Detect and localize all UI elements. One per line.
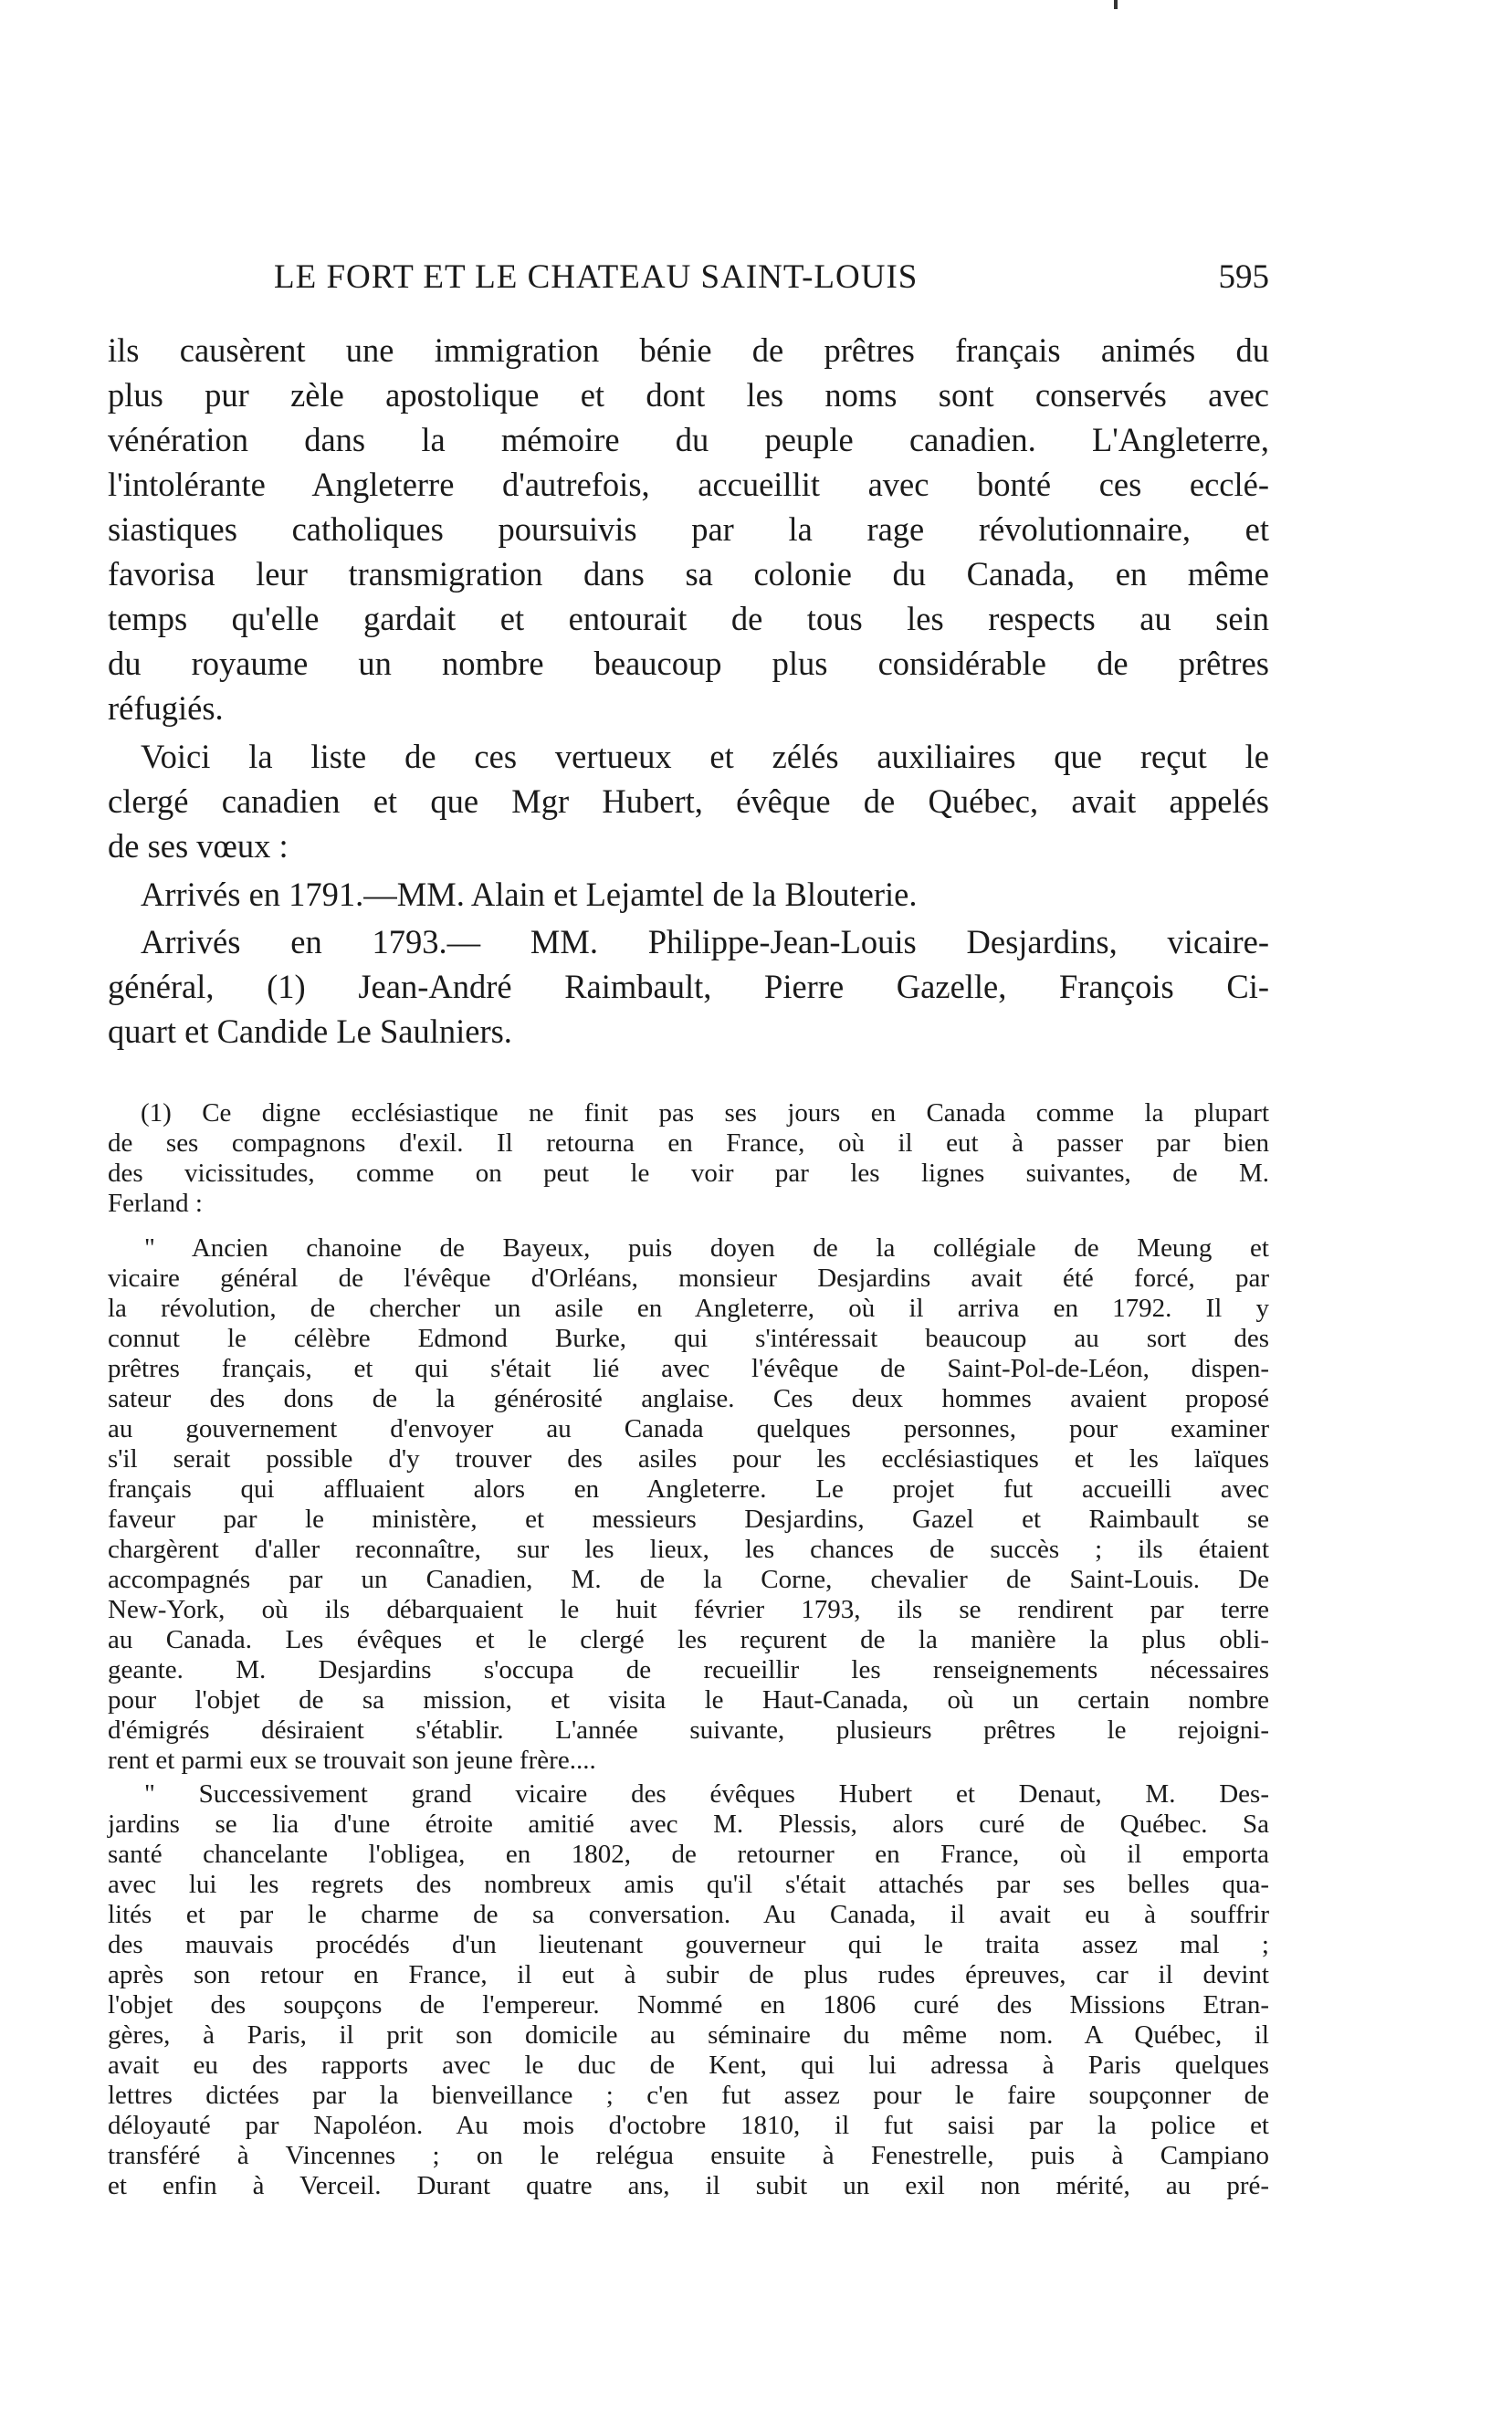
footnote-line: New-York, où ils débarquaient le huit février 1793, ils se rendirent par terre: [108, 1595, 1269, 1624]
footnote-line: et enfin à Verceil. Durant quatre ans, il subit un exil non mérité, au pré-: [108, 2171, 1269, 2200]
footnote-line: (1) Ce digne ecclésiastique ne finit pas ses jours en Canada comme la plupart: [141, 1098, 1269, 1128]
main-text: [108, 329, 1269, 1059]
text-line: temps qu'elle gardait et entourait de tous les respects au sein: [108, 600, 1269, 637]
text-line: ils causèrent une immigration bénie de prêtres français animés du: [108, 331, 1269, 369]
footnote-line: " Successivement grand vicaire des évêques Hubert et Denaut, M. Des-: [144, 1779, 1269, 1809]
text-line: général, (1) Jean-André Raimbault, Pierre Gazelle, François Ci-: [108, 968, 1269, 1005]
text-line: quart et Candide Le Saulniers.: [108, 1012, 512, 1050]
footnote-line: connut le célèbre Edmond Burke, qui s'intéressait beaucoup au sort des: [108, 1324, 1269, 1353]
footnote-line: pour l'objet de sa mission, et visita le Haut-Canada, où un certain nombre: [108, 1685, 1269, 1715]
footnote-line: au Canada. Les évêques et le clergé les reçurent de la manière la plus obli-: [108, 1625, 1269, 1654]
footnote-line: accompagnés par un Canadien, M. de la Corne, chevalier de Saint-Louis. De: [108, 1565, 1269, 1594]
footnote-line: d'émigrés désiraient s'établir. L'année suivante, plusieurs prêtres le rejoigni-: [108, 1715, 1269, 1745]
footnote-line: de ses compagnons d'exil. Il retourna en France, où il eut à passer par bien: [108, 1128, 1269, 1158]
footnote-line: sateur des dons de la générosité anglaise. Ces deux hommes avaient proposé: [108, 1384, 1269, 1413]
running-title: LE FORT ET LE CHATEAU SAINT-LOUIS: [274, 258, 919, 296]
footnote-line: Ferland :: [108, 1189, 203, 1218]
footnote-line: avait eu des rapports avec le duc de Kent, qui lui adressa à Paris quelques: [108, 2051, 1269, 2080]
text-line: réfugiés.: [108, 689, 224, 727]
text-line: clergé canadien et que Mgr Hubert, évêque de Québec, avait appelés: [108, 782, 1269, 820]
footnote-line: chargèrent d'aller reconnaître, sur les lieux, les chances de succès ; ils étaient: [108, 1535, 1269, 1564]
footnote-line: transféré à Vincennes ; on le relégua ensuite à Fenestrelle, puis à Campiano: [108, 2141, 1269, 2170]
text-line: siastiques catholiques poursuivis par la rage révolutionnaire, et: [108, 510, 1269, 548]
text-line: favorisa leur transmigration dans sa colonie du Canada, en même: [108, 555, 1269, 593]
footnote-line: jardins se lia d'une étroite amitié avec M. Plessis, alors curé de Québec. Sa: [108, 1810, 1269, 1839]
footnote-line: des mauvais procédés d'un lieutenant gouverneur qui le traita assez mal ;: [108, 1930, 1269, 1959]
text-line: plus pur zèle apostolique et dont les noms sont conservés avec: [108, 376, 1269, 414]
text-line: l'intolérante Angleterre d'autrefois, accueillit avec bonté ces ecclé-: [108, 466, 1269, 503]
footnote-line: " Ancien chanoine de Bayeux, puis doyen de la collégiale de Meung et: [144, 1233, 1269, 1263]
footnote-line: au gouvernement d'envoyer au Canada quelques personnes, pour examiner: [108, 1414, 1269, 1443]
text-line: Arrivés en 1791.—MM. Alain et Lejamtel de la Blouterie.: [141, 876, 918, 913]
footnote-line: faveur par le ministère, et messieurs Desjardins, Gazel et Raimbault se: [108, 1505, 1269, 1534]
footnote-line: gères, à Paris, il prit son domicile au séminaire du même nom. A Québec, il: [108, 2020, 1269, 2050]
footnote-line: la révolution, de chercher un asile en Angleterre, où il arriva en 1792. Il y: [108, 1294, 1269, 1323]
footnote-line: rent et parmi eux se trouvait son jeune frère....: [108, 1746, 596, 1775]
page-header: [274, 257, 1269, 303]
footnote-line: santé chancelante l'obligea, en 1802, de retourner en France, où il emporta: [108, 1840, 1269, 1869]
footnote-line: après son retour en France, il eut à subir de plus rudes épreuves, car il devint: [108, 1960, 1269, 1989]
ink-speck: [1114, 0, 1118, 9]
footnote-line: geante. M. Desjardins s'occupa de recueillir les renseignements nécessaires: [108, 1655, 1269, 1684]
footnote-line: des vicissitudes, comme on peut le voir par les lignes suivantes, de M.: [108, 1159, 1269, 1188]
footnote-line: prêtres français, et qui s'était lié avec l'évêque de Saint-Pol-de-Léon, dispen-: [108, 1354, 1269, 1383]
footnote-line: avec lui les regrets des nombreux amis qu'il s'était attachés par ses belles qua-: [108, 1870, 1269, 1899]
footnote-line: l'objet des soupçons de l'empereur. Nommé en 1806 curé des Missions Etran-: [108, 1990, 1269, 2020]
footnote-line: français qui affluaient alors en Angleterre. Le projet fut accueilli avec: [108, 1474, 1269, 1504]
footnote-line: vicaire général de l'évêque d'Orléans, monsieur Desjardins avait été forcé, par: [108, 1264, 1269, 1293]
text-line: du royaume un nombre beaucoup plus considérable de prêtres: [108, 645, 1269, 682]
page-number: 595: [1218, 258, 1269, 296]
footnote-line: lettres dictées par la bienveillance ; c'en fut assez pour le faire soupçonner de: [108, 2081, 1269, 2110]
text-line: vénération dans la mémoire du peuple canadien. L'Angleterre,: [108, 421, 1269, 458]
text-line: Voici la liste de ces vertueux et zélés auxiliaires que reçut le: [141, 738, 1269, 775]
footnote-line: déloyauté par Napoléon. Au mois d'octobre 1810, il fut saisi par la police et: [108, 2111, 1269, 2140]
footnote-line: s'il serait possible d'y trouver des asiles pour les ecclésiastiques et les laïques: [108, 1444, 1269, 1474]
text-line: de ses vœux :: [108, 827, 289, 865]
footnote-line: lités et par le charme de sa conversation. Au Canada, il avait eu à souffrir: [108, 1900, 1269, 1929]
text-line: Arrivés en 1793.— MM. Philippe-Jean-Louis Desjardins, vicaire-: [141, 923, 1269, 960]
